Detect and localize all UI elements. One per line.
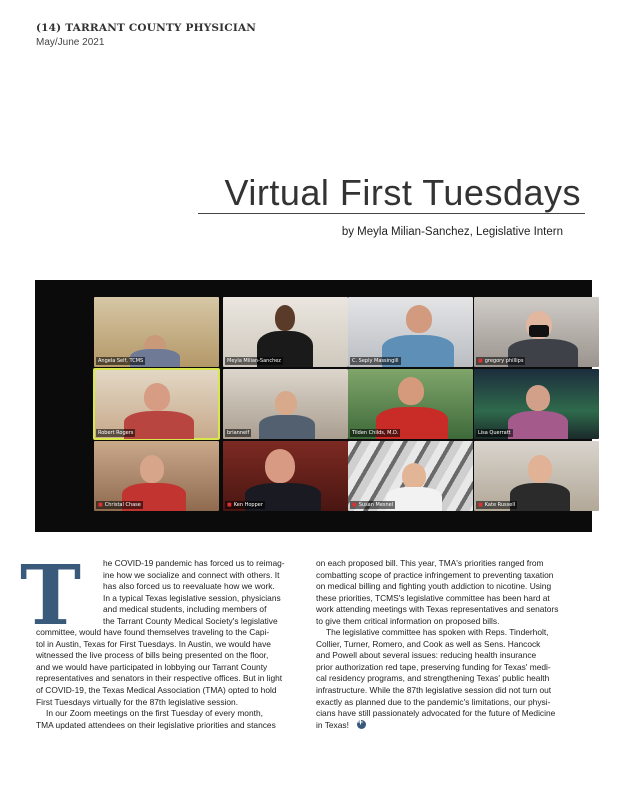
text-line: committee, would have found themselves traveling to the Capi-: [36, 627, 270, 638]
text-line: witnessed the live process of bills being presented on the floor,: [36, 650, 269, 661]
participant-tile: [94, 297, 219, 367]
issue-date: May/June 2021: [36, 37, 105, 48]
participant-tile: [348, 369, 473, 439]
participant-name: Meyla Milian-Sanchez: [227, 358, 281, 364]
text-line: cal residency programs, and strengthening Texas' public health: [316, 673, 550, 684]
text-line: and we would have participated in lobbying our Tarrant County: [36, 661, 268, 672]
page-header: [36, 22, 256, 48]
text-line: on each proposed bill. This year, TMA's priorities ranged from: [316, 558, 544, 568]
text-line: cians have still passionately advocated for the future of Medicine: [316, 708, 556, 719]
text-line: these priorities, TCMS's legislative committee has been hard at: [316, 592, 550, 603]
text-line: he COVID-19 pandemic has forced us to reimag-: [103, 558, 285, 568]
article-title: Virtual First Tuesdays: [224, 172, 581, 213]
text-line: The legislative committee has spoken with Reps. Tinderholt,: [326, 627, 549, 638]
text-line: tol in Austin, Texas for First Tuesdays. In Austin, we would have: [36, 638, 271, 649]
text-line: combatting scope of practice infringement to preventing taxation: [316, 569, 554, 580]
text-line: in Texas!: [316, 719, 349, 730]
text-line: Collier, Turner, Romero, and Cook as well as Sens. Hancock: [316, 638, 541, 649]
participant-name: C. Seply Massingill: [352, 358, 399, 364]
participant-name: Lisa Querratt: [478, 430, 511, 436]
text-line: representatives and senators in their respective offices. But in light: [36, 673, 283, 684]
text-line: the Tarrant County Medical Society's legislative: [103, 615, 278, 626]
participant-name: Robert Rogers: [98, 430, 134, 436]
participant-tile-active-speaker: [94, 369, 219, 439]
participant-tile: [223, 441, 348, 511]
text-line: and medical students, including members of: [103, 604, 267, 615]
participant-name: ■ gregory phillips: [478, 358, 524, 364]
participant-name: ■ Kate Russell: [478, 502, 516, 508]
text-line: TMA updated attendees on their legislative priorities and stances: [36, 719, 276, 730]
zoom-meeting-screenshot: [35, 280, 592, 532]
text-line: to give them critical information on proposed bills.: [316, 615, 500, 626]
participant-tile: [474, 297, 599, 367]
text-line: of COVID-19, the Texas Medical Association (TMA) opted to hold: [36, 685, 277, 696]
article-column-left: [36, 558, 304, 731]
text-line: In our Zoom meetings on the first Tuesday of every month,: [46, 708, 263, 719]
text-line: has also forced us to reevaluate how we work.: [103, 581, 275, 592]
participant-name: ■ Christal Chase: [98, 502, 141, 508]
participant-name: Tilden Childs, M.D.: [352, 430, 399, 436]
text-line: on medical billing and fighting youth addiction to nicotine. Using: [316, 581, 552, 592]
article-column-right: [316, 558, 582, 731]
title-underline: [198, 213, 585, 214]
text-line: ine how we socialize and connect with others. It: [103, 569, 280, 580]
participant-name: ■ Ken Hopper: [227, 502, 263, 508]
participant-name: Angela Self, TCMS: [98, 358, 144, 364]
participant-tile: [348, 441, 473, 511]
end-mark-icon: [357, 720, 366, 729]
participant-tile: [348, 297, 473, 367]
text-line-final: [316, 720, 582, 732]
article-byline: by Meyla Milian-Sanchez, Legislative Intern: [341, 226, 563, 238]
text-line: exactly as planned due to the pandemic's limitations, our physi-: [316, 696, 551, 707]
text-line: In a typical Texas legislative session, physicians: [103, 592, 281, 603]
participant-tile: [474, 369, 599, 439]
text-line: prior authorization red tape, preserving funding for Texas' medi-: [316, 661, 551, 672]
publication-name: (14) TARRANT COUNTY PHYSICIAN: [36, 22, 257, 34]
drop-cap: T: [20, 548, 82, 644]
participant-name: briannelf: [227, 430, 250, 436]
text-line: infrastructure. While the 87th legislative session did not turn out: [316, 685, 552, 696]
participant-name: ■ Susan Mesnel: [352, 502, 394, 508]
participant-tile: [474, 441, 599, 511]
participant-tile: [94, 441, 219, 511]
participant-tile: [223, 297, 348, 367]
participant-tile: [223, 369, 348, 439]
text-line: work attending meetings with Texas representatives and senators: [316, 604, 559, 615]
text-line: and Powell about several issues: reducing health insurance: [316, 650, 537, 661]
text-line: First Tuesdays virtually for the 87th legislative session.: [36, 696, 239, 707]
